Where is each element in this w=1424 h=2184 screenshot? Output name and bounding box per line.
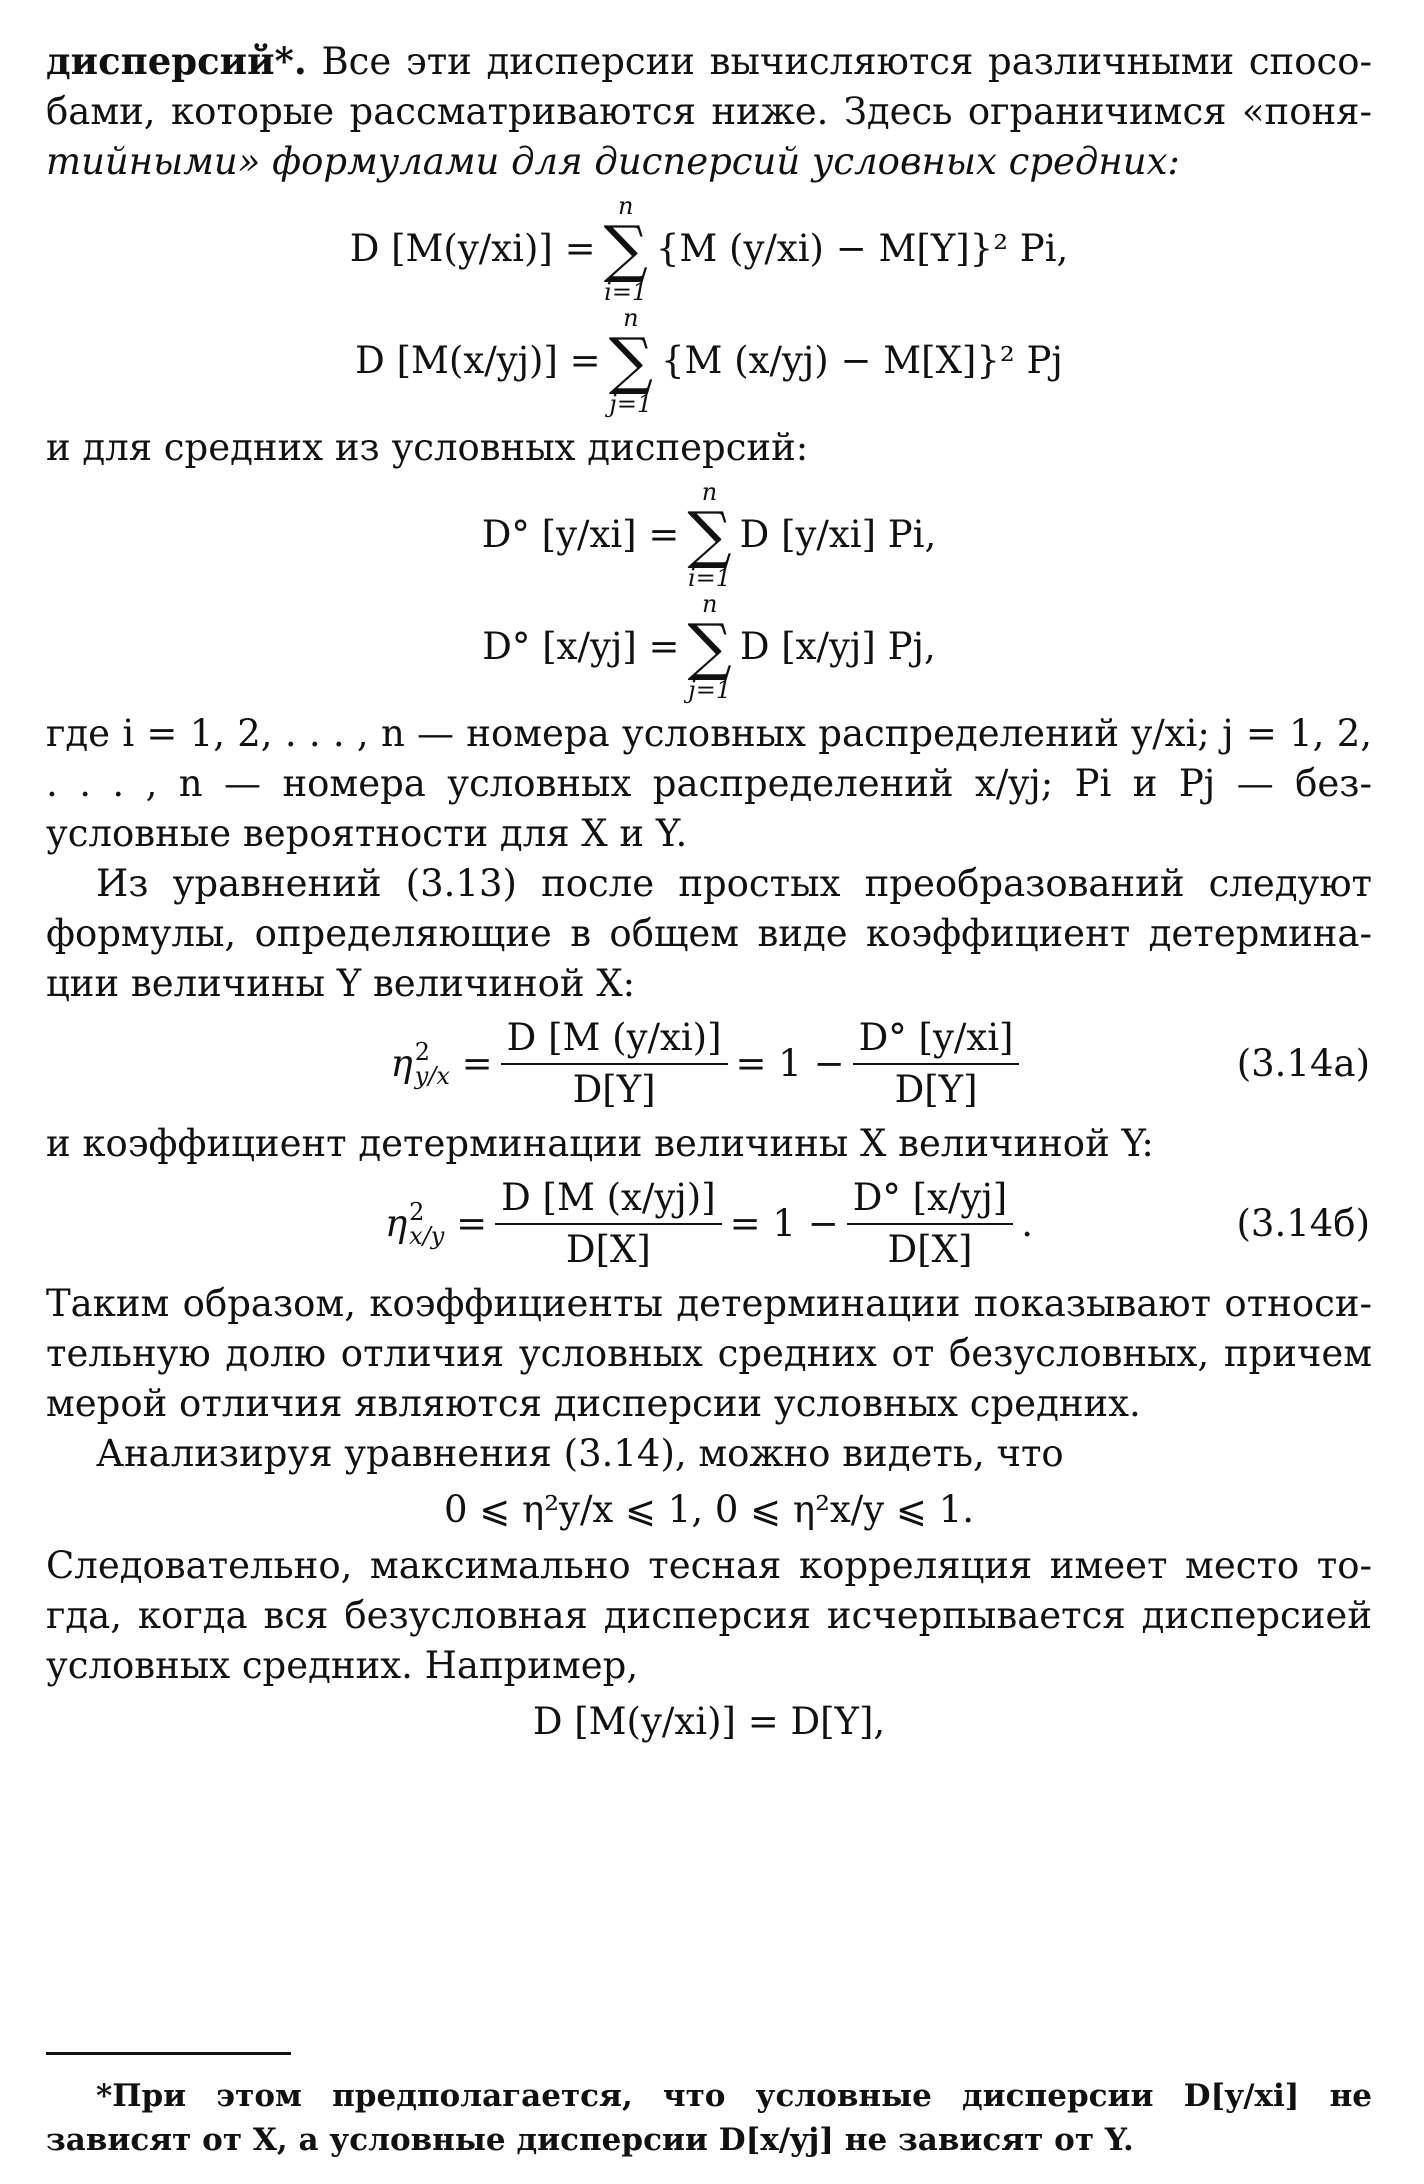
fraction-numerator: D [M (y/xi)]	[501, 1015, 728, 1065]
equation-3-14a	[46, 1015, 1372, 1113]
eta-symbol: η	[390, 1042, 413, 1085]
sum-upper-limit: n	[617, 192, 634, 220]
eq1-lhs: D [M(y/xi)] =	[349, 227, 596, 270]
sum-upper-limit: n	[701, 478, 718, 506]
fraction-denominator: D[Y]	[572, 1068, 656, 1111]
equation-label: (3.14а)	[1236, 1042, 1370, 1085]
sum-lower-limit: j=1	[609, 390, 653, 418]
sum-upper-limit: n	[623, 304, 639, 332]
equation-3-14b	[46, 1175, 1372, 1273]
eq2-lhs: D [M(x/yj)] =	[355, 339, 601, 382]
paragraph-3: где i = 1, 2, . . . , n — номера условных распределений y/xi; j = 1, 2, . . . , n — номера условных распределений x/yj; Pi и Pj — без-условные вероятности для X и Y.	[46, 712, 1372, 855]
footnote-divider	[46, 2052, 291, 2055]
eq3-lhs: D° [y/xi] =	[481, 513, 680, 556]
footnote: *При этом предполагается, что условные дисперсии D[y/xi] не зависят от X, а условные дисперсии D[x/yj] не зависят от Y.	[46, 2078, 1372, 2158]
sigma-symbol: ∑	[608, 324, 653, 397]
paragraph-6: Таким образом, коэффициенты детерминации показывают относи-тельную долю отличия условных средних от безусловных, причем мерой отличия являются дисперсии условных средних.	[46, 1282, 1372, 1425]
equations-conditional-means	[46, 193, 1372, 417]
equals-sign: =	[449, 1042, 493, 1085]
inequality: 0 ⩽ η²y/x ⩽ 1, 0 ⩽ η²x/y ⩽ 1.	[443, 1488, 974, 1531]
fraction-1	[501, 1015, 728, 1113]
fraction-2	[853, 1015, 1020, 1113]
one-minus: = 1 −	[735, 1042, 845, 1085]
fraction-denominator: D[X]	[565, 1228, 651, 1271]
equation-3	[46, 479, 1372, 591]
fraction-2	[847, 1175, 1014, 1273]
summation-symbol	[609, 305, 653, 417]
equation-3-14b-block	[46, 1175, 1372, 1273]
eq4-rhs: D [x/yj] Pj,	[739, 625, 936, 668]
sum-lower-limit: j=1	[688, 676, 732, 704]
sigma-symbol: ∑	[687, 498, 732, 571]
equation-3-14a-block	[46, 1015, 1372, 1113]
final-equation: D [M(y/xi)] = D[Y],	[532, 1700, 886, 1743]
fraction-1	[495, 1175, 722, 1273]
sum-lower-limit: i=1	[687, 564, 732, 592]
eta-symbol: η	[384, 1202, 408, 1245]
text-intro: Все эти дисперсии вычисляются различными спосо-бами, которые рассматриваются ниже. Здесь ограничимся «поня-	[46, 40, 1372, 133]
eta-indices: 2 y/x	[414, 1038, 450, 1090]
equations-mean-variances	[46, 479, 1372, 703]
paragraph-8: Следовательно, максимально тесная корреляция имеет место то-гда, когда вся безусловная дисперсия исчерпывается дисперсией условных средних. Например,	[46, 1544, 1372, 1687]
fraction-numerator: D° [y/xi]	[853, 1015, 1020, 1065]
sum-lower-limit: i=1	[604, 278, 648, 306]
fraction-denominator: D[X]	[887, 1228, 973, 1271]
paragraph-5: и коэффициент детерминации величины X величиной Y:	[46, 1122, 1154, 1165]
summation-symbol	[604, 193, 648, 305]
eq4-lhs: D° [x/yj] =	[482, 625, 680, 668]
eq2-rhs: {M (x/yj) − M[X]}² Pj	[660, 339, 1063, 382]
eq1-rhs: {M (y/xi) − M[Y]}² Pi,	[655, 227, 1069, 270]
final-equation-block	[46, 1697, 1372, 1747]
summation-symbol	[688, 591, 732, 703]
equation-4	[46, 591, 1372, 703]
fraction-numerator: D° [x/yj]	[847, 1175, 1014, 1225]
sigma-symbol: ∑	[687, 610, 732, 683]
paragraph-4: Из уравнений (3.13) после простых преобразований следуют формулы, определяющие в общем виде коэффициент детермина-ции величины Y величиной X:	[46, 862, 1372, 1005]
sigma-symbol: ∑	[603, 212, 648, 285]
equation-label: (3.14б)	[1236, 1202, 1370, 1245]
text-bold-start: дисперсий*.	[46, 39, 307, 83]
eta-indices: 2 x/y	[409, 1198, 445, 1250]
text-intro-italic: тийными» формулами для дисперсий условных средних:	[46, 140, 1180, 183]
equation-2	[46, 305, 1372, 417]
equals-sign: =	[444, 1202, 488, 1245]
paragraph-intro	[46, 36, 1372, 187]
fraction-numerator: D [M (x/yj)]	[495, 1175, 722, 1225]
fraction-denominator: D[Y]	[894, 1068, 978, 1111]
equation-1	[46, 193, 1372, 305]
summation-symbol	[687, 479, 731, 591]
paragraph-2: и для средних из условных дисперсий:	[46, 426, 809, 469]
paragraph-7: Анализируя уравнения (3.14), можно видеть, что	[96, 1432, 1064, 1475]
period: .	[1021, 1202, 1033, 1245]
sum-upper-limit: n	[701, 590, 718, 618]
inequality-block	[46, 1485, 1372, 1535]
one-minus: = 1 −	[729, 1202, 839, 1245]
eq3-rhs: D [y/xi] Pi,	[739, 513, 937, 556]
